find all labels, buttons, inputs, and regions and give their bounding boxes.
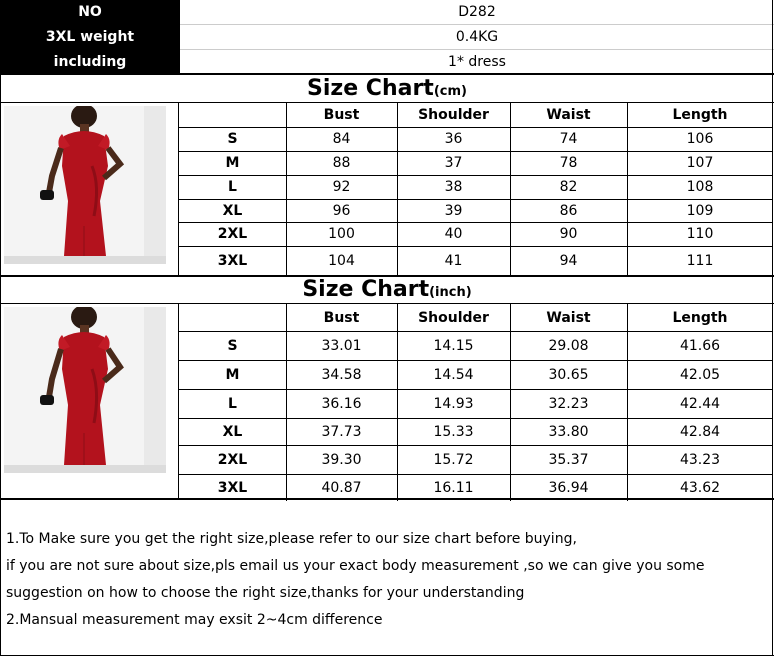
inch-value-cell: 15.72 (433, 451, 474, 468)
cm-value-cell: 108 (686, 179, 714, 195)
cm-value-cell: 40 (444, 226, 463, 242)
cm-value-cell: 100 (328, 226, 355, 242)
cm-header-cell: Shoulder (418, 107, 489, 123)
inch-col-line (286, 304, 287, 501)
info-label-no: NO (78, 4, 102, 20)
inch-value-cell: 42.84 (679, 423, 721, 440)
inch-value-cell: 14.93 (433, 395, 474, 412)
inch-value-cell: 41.66 (679, 337, 721, 354)
inch-value-cell: 33.80 (548, 423, 589, 440)
cm-header-cell: Length (672, 107, 728, 123)
inch-header-cell (179, 304, 286, 331)
cm-value-cell: 111 (686, 252, 714, 269)
inch-value-cell: 43.23 (679, 451, 721, 468)
inch-value-cell: 42.05 (679, 366, 721, 383)
section-divider (0, 73, 774, 75)
cm-value-cell: 37 (444, 155, 463, 171)
inch-size-cell: XL (222, 423, 243, 440)
inch-header-cell: Waist (546, 309, 591, 326)
photo-divider (178, 103, 179, 276)
inch-size-cell: 2XL (217, 451, 248, 468)
inch-header-cell: Shoulder (418, 309, 489, 326)
cm-size-cell: 2XL (217, 226, 248, 242)
cm-value-cell: 36 (444, 131, 463, 147)
inch-col-line (510, 304, 511, 501)
cm-size-cell: 3XL (217, 252, 248, 269)
info-value-no: D282 (458, 4, 496, 20)
info-divider (180, 24, 774, 25)
section-divider (0, 655, 774, 656)
section-divider (0, 498, 774, 500)
section-divider (0, 275, 774, 277)
inch-value-cell: 42.44 (679, 395, 721, 412)
cm-value-cell: 88 (332, 155, 351, 171)
inch-value-cell: 37.73 (321, 423, 362, 440)
inch-col-line (397, 304, 398, 501)
inch-value-cell: 36.94 (548, 479, 589, 496)
cm-value-cell: 90 (559, 226, 578, 242)
inch-value-cell: 15.33 (433, 423, 474, 440)
dress-photo-cm (4, 106, 166, 264)
inch-value-cell: 36.16 (321, 395, 362, 412)
photo-divider (178, 304, 179, 499)
cm-value-cell: 96 (332, 202, 351, 219)
cm-value-cell: 104 (328, 252, 355, 269)
cm-header-cell: Waist (546, 107, 591, 123)
cm-value-cell: 92 (332, 179, 351, 195)
cm-size-cell: L (228, 179, 237, 195)
inch-value-cell: 33.01 (321, 337, 362, 354)
cm-value-cell: 94 (559, 252, 578, 269)
section-divider (0, 303, 774, 304)
cm-col-line (397, 103, 398, 275)
cm-size-cell: XL (222, 202, 243, 219)
note-line: 1.To Make sure you get the right size,please refer to our size chart before buying, (6, 531, 577, 547)
cm-value-cell: 106 (686, 131, 714, 147)
info-label-including: including (53, 53, 127, 70)
info-divider (180, 49, 774, 50)
cm-size-cell: M (225, 155, 240, 171)
section-divider (0, 102, 774, 103)
dress-photo-inch (4, 307, 166, 473)
inch-header-cell: Bust (323, 309, 360, 326)
inch-value-cell: 43.62 (679, 479, 721, 496)
info-label-weight: 3XL weight (45, 28, 135, 45)
inch-value-cell: 16.11 (433, 479, 474, 496)
cm-value-cell: 84 (332, 131, 351, 147)
inch-value-cell: 32.23 (548, 395, 589, 412)
cm-size-cell: S (227, 131, 238, 147)
inch-col-line (627, 304, 628, 501)
inch-value-cell: 35.37 (548, 451, 589, 468)
inch-value-cell: 39.30 (321, 451, 362, 468)
info-value-including: 1* dress (448, 53, 506, 70)
inch-size-cell: 3XL (217, 479, 248, 496)
cm-value-cell: 110 (686, 226, 714, 242)
size-chart-cm-title: Size Chart(cm) (307, 76, 467, 101)
size-chart-inch-title: Size Chart(inch) (302, 277, 472, 302)
info-value-weight: 0.4KG (455, 28, 499, 45)
cm-value-cell: 86 (559, 202, 578, 219)
inch-value-cell: 30.65 (548, 366, 589, 383)
cm-value-cell: 38 (444, 179, 463, 195)
inch-value-cell: 29.08 (548, 337, 589, 354)
cm-value-cell: 41 (444, 252, 463, 269)
frame-right (772, 0, 773, 656)
note-line: suggestion on how to choose the right size,thanks for your understanding (6, 585, 525, 601)
inch-size-cell: S (227, 337, 238, 354)
cm-header-cell (179, 103, 286, 127)
notes (6, 526, 766, 634)
cm-value-cell: 74 (559, 131, 578, 147)
cm-col-line (286, 103, 287, 275)
cm-value-cell: 39 (444, 202, 463, 219)
cm-value-cell: 82 (559, 179, 578, 195)
cm-col-line (627, 103, 628, 275)
cm-value-cell: 107 (686, 155, 714, 171)
cm-value-cell: 109 (686, 202, 714, 219)
inch-value-cell: 34.58 (321, 366, 362, 383)
inch-header-cell: Length (672, 309, 728, 326)
cm-header-cell: Bust (323, 107, 360, 123)
note-line: if you are not sure about size,pls email us your exact body measurement ,so we can give you some (6, 558, 705, 574)
inch-size-cell: L (228, 395, 237, 412)
note-line: 2.Mansual measurement may exsit 2~4cm difference (6, 612, 383, 628)
cm-col-line (510, 103, 511, 275)
inch-value-cell: 40.87 (321, 479, 362, 496)
cm-value-cell: 78 (559, 155, 578, 171)
inch-value-cell: 14.15 (433, 337, 474, 354)
frame-left (0, 73, 1, 656)
inch-size-cell: M (225, 366, 240, 383)
inch-value-cell: 14.54 (433, 366, 474, 383)
